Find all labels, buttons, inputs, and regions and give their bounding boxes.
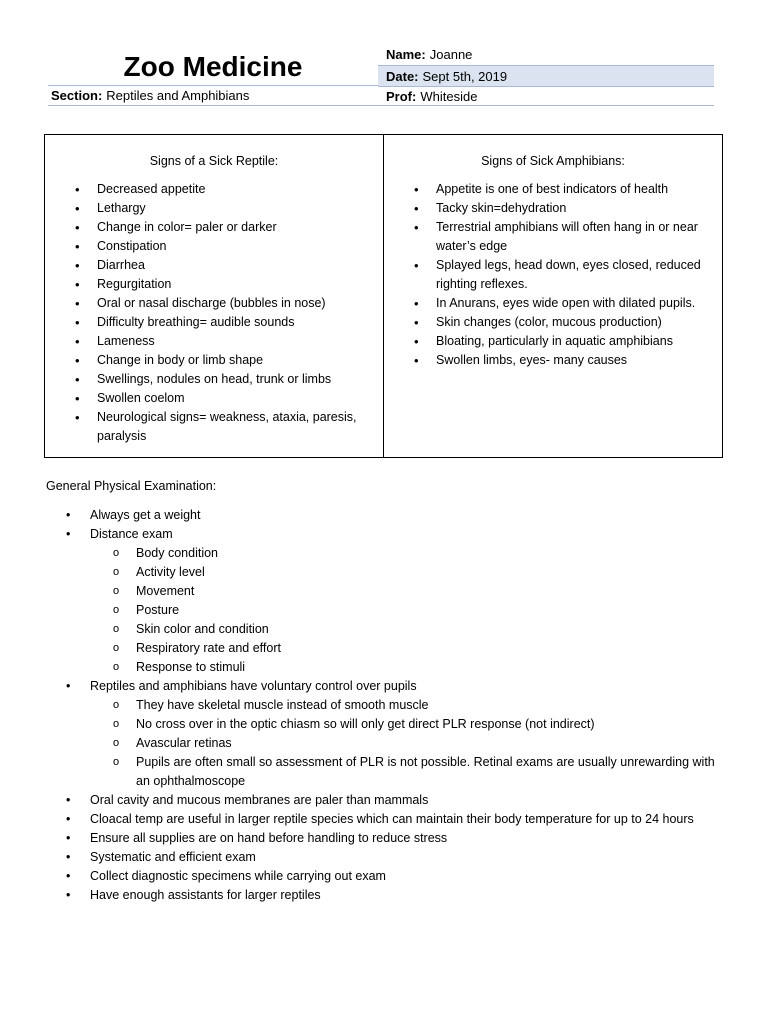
exam-subitem [90, 639, 726, 658]
amphibian-sign-item: • Tacky skin=dehydration [384, 199, 722, 218]
bullet-icon: • [66, 888, 71, 902]
reptile-sign-item: • Regurgitation [45, 275, 383, 294]
exam-item [46, 791, 726, 810]
sub-bullet-icon: o [113, 756, 120, 768]
sub-bullet-icon: o [113, 699, 120, 711]
exam-sublist [90, 696, 726, 791]
exam-item-text: Have enough assistants for larger reptiles [90, 888, 321, 902]
reptile-sign-item: • Swollen coelom [45, 389, 383, 408]
exam-subitem-text: Response to stimuli [136, 660, 246, 674]
exam-subitem-text: They have skeletal muscle instead of smooth muscle [136, 698, 429, 712]
bullet-icon: • [66, 508, 71, 522]
reptile-sign-item: • Diarrhea [45, 256, 383, 275]
reptile-sign-item: • Oral or nasal discharge (bubbles in nose) [45, 294, 383, 313]
name-value: Joanne [429, 46, 473, 62]
exam-subitem-text: Respiratory rate and effort [136, 641, 281, 655]
exam-heading: General Physical Examination: [46, 479, 217, 493]
exam-item-text: Distance exam [90, 527, 173, 541]
reptile-column [45, 135, 383, 457]
exam-item-text: Cloacal temp are useful in larger reptile species which can maintain their body temperature for up to 24 hours [90, 812, 694, 826]
prof-field [383, 86, 714, 106]
amphibian-sign-item: • Swollen limbs, eyes- many causes [384, 351, 722, 370]
exam-subitem [90, 620, 726, 639]
exam-item-text: Systematic and efficient exam [90, 850, 256, 864]
exam-item [46, 867, 726, 886]
date-field [378, 65, 714, 87]
exam-subitem-text: Activity level [136, 565, 205, 579]
exam-item-text: Ensure all supplies are on hand before handling to reduce stress [90, 831, 448, 845]
bullet-icon: • [66, 869, 71, 883]
date-value: Sept 5th, 2019 [422, 68, 508, 84]
exam-subitem [90, 544, 726, 563]
exam-subitem [90, 715, 726, 734]
bullet-icon: • [66, 527, 71, 541]
sub-bullet-icon: o [113, 566, 120, 578]
exam-subitem-text: Movement [136, 584, 195, 598]
amphibian-sign-item: • Bloating, particularly in aquatic amphibians [384, 332, 722, 351]
prof-value: Whiteside [420, 88, 478, 104]
exam-subitem-text: Posture [136, 603, 180, 617]
exam-item [46, 677, 726, 791]
sub-bullet-icon: o [113, 623, 120, 635]
reptile-signs-list [45, 180, 383, 446]
exam-subitem-text: Avascular retinas [136, 736, 232, 750]
exam-subitem [90, 734, 726, 753]
exam-item [46, 848, 726, 867]
exam-list [46, 506, 726, 905]
exam-subitem-text: Body condition [136, 546, 219, 560]
name-field [383, 44, 714, 64]
bullet-icon: • [66, 812, 71, 826]
amphibian-sign-item: • Skin changes (color, mucous production) [384, 313, 722, 332]
sub-bullet-icon: o [113, 642, 120, 654]
exam-item [46, 525, 726, 677]
exam-subitem-text: Skin color and condition [136, 622, 269, 636]
exam-subitem [90, 658, 726, 677]
reptile-sign-item: • Constipation [45, 237, 383, 256]
reptile-sign-item: • Lethargy [45, 199, 383, 218]
exam-subitem-text: No cross over in the optic chiasm so will only get direct PLR response (not indirect) [136, 717, 595, 731]
exam-subitem [90, 696, 726, 715]
prof-label: Prof: [386, 88, 417, 104]
bullet-icon: • [66, 831, 71, 845]
sub-bullet-icon: o [113, 547, 120, 559]
sub-bullet-icon: o [113, 661, 120, 673]
exam-item-text: Always get a weight [90, 508, 201, 522]
sub-bullet-icon: o [113, 737, 120, 749]
exam-subitem [90, 601, 726, 620]
exam-subitem [90, 753, 726, 791]
name-label: Name: [386, 46, 426, 62]
section-value: Reptiles and Amphibians [106, 87, 250, 103]
amphibian-sign-item: • Appetite is one of best indicators of health [384, 180, 722, 199]
reptile-sign-item: • Neurological signs= weakness, ataxia, paresis, paralysis [45, 408, 383, 446]
reptile-sign-item: • Lameness [45, 332, 383, 351]
bullet-icon: • [66, 793, 71, 807]
exam-item-text: Reptiles and amphibians have voluntary control over pupils [90, 679, 417, 693]
reptile-sign-item: • Change in body or limb shape [45, 351, 383, 370]
reptile-heading: Signs of a Sick Reptile: [149, 154, 279, 168]
reptile-sign-item: • Decreased appetite [45, 180, 383, 199]
amphibian-signs-list [384, 180, 722, 370]
exam-section [46, 506, 726, 905]
amphibian-sign-item: • Terrestrial amphibians will often hang in or near water’s edge [384, 218, 722, 256]
amphibian-sign-item: • In Anurans, eyes wide open with dilated pupils. [384, 294, 722, 313]
header-divider [48, 85, 378, 86]
date-label: Date: [386, 68, 419, 84]
section-label: Section: [51, 87, 103, 103]
amphibian-column [383, 135, 722, 457]
sub-bullet-icon: o [113, 585, 120, 597]
exam-item [46, 886, 726, 905]
exam-sublist [90, 544, 726, 677]
bullet-icon: • [66, 850, 71, 864]
reptile-sign-item: • Swellings, nodules on head, trunk or limbs [45, 370, 383, 389]
exam-item [46, 810, 726, 829]
page-title: Zoo Medicine [123, 51, 303, 82]
amphibian-sign-item: • Splayed legs, head down, eyes closed, reduced righting reflexes. [384, 256, 722, 294]
header-divider-bottom [48, 105, 714, 106]
section-field [48, 85, 378, 105]
reptile-sign-item: • Difficulty breathing= audible sounds [45, 313, 383, 332]
exam-subitem-text: Pupils are often small so assessment of PLR is not possible. Retinal exams are usually unrewarding with an ophthalmoscope [136, 755, 715, 788]
bullet-icon: • [66, 679, 71, 693]
exam-item [46, 829, 726, 848]
sub-bullet-icon: o [113, 718, 120, 730]
sub-bullet-icon: o [113, 604, 120, 616]
exam-item [46, 506, 726, 525]
exam-item-text: Oral cavity and mucous membranes are paler than mammals [90, 793, 429, 807]
exam-item-text: Collect diagnostic specimens while carrying out exam [90, 869, 386, 883]
reptile-sign-item: • Change in color= paler or darker [45, 218, 383, 237]
exam-subitem [90, 582, 726, 601]
exam-subitem [90, 563, 726, 582]
amphibian-heading: Signs of Sick Amphibians: [481, 154, 625, 168]
signs-table [44, 134, 723, 458]
